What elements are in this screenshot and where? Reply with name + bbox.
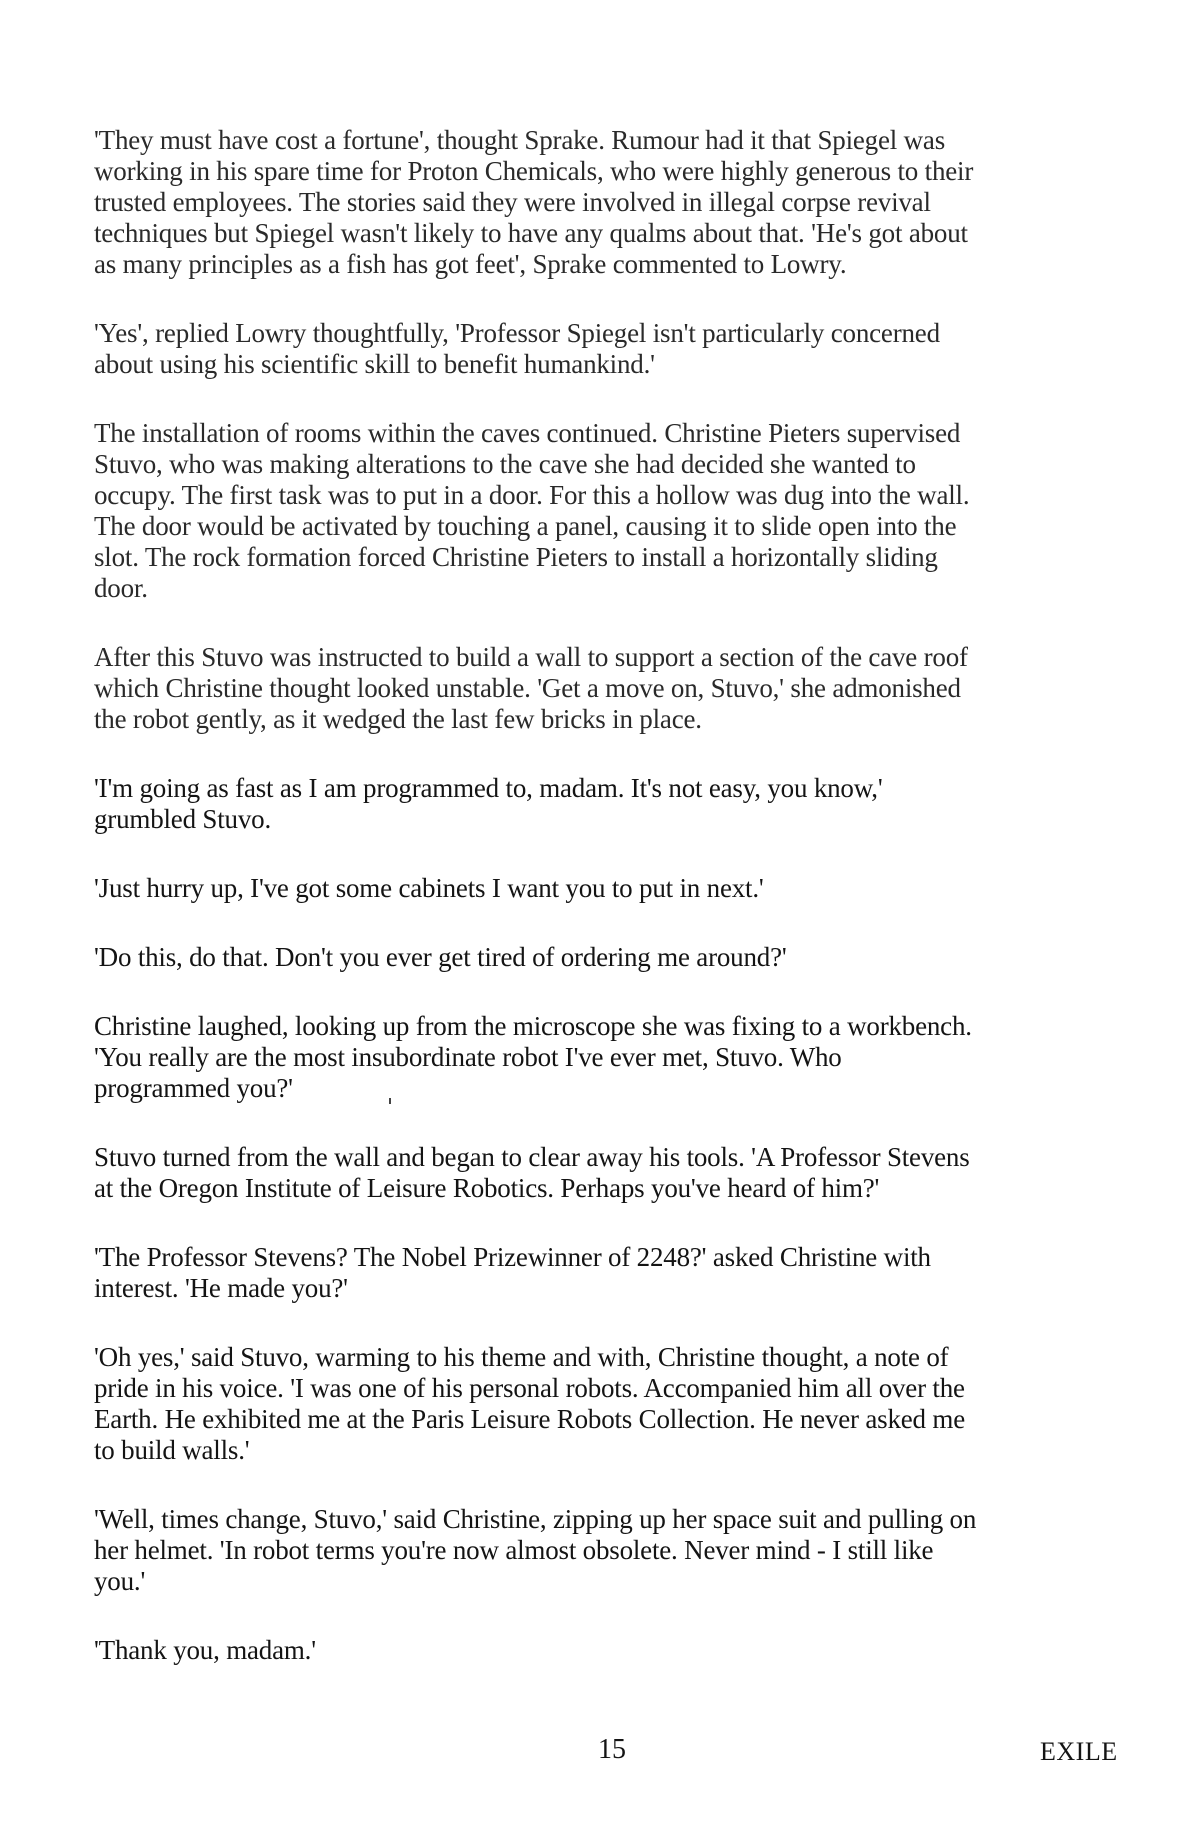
text-line: Christine laughed, looking up from the microscope she was fixing to a workbench. <box>94 1011 972 1041</box>
text-line: After this Stuvo was instructed to build a wall to support a section of the cave roof <box>94 642 968 672</box>
text-line: 'The Professor Stevens? The Nobel Prizewinner of 2248?' asked Christine with <box>94 1242 931 1272</box>
text-line: her helmet. 'In robot terms you're now almost obsolete. Never mind - I still like <box>94 1535 934 1565</box>
text-line: The door would be activated by touching a panel, causing it to slide open into the <box>94 511 957 541</box>
text-line: occupy. The first task was to put in a door. For this a hollow was dug into the wall. <box>94 480 970 510</box>
text-line: 'Just hurry up, I've got some cabinets I want you to put in next.' <box>94 873 764 903</box>
text-line: which Christine thought looked unstable. 'Get a move on, Stuvo,' she admonished <box>94 673 961 703</box>
text-line: at the Oregon Institute of Leisure Robotics. Perhaps you've heard of him?' <box>94 1173 880 1203</box>
body-text <box>94 125 1124 1704</box>
text-line: door. <box>94 573 148 603</box>
paragraph <box>94 1342 1124 1466</box>
text-line: pride in his voice. 'I was one of his personal robots. Accompanied him all over the <box>94 1373 965 1403</box>
paragraph <box>94 1011 1124 1104</box>
text-line: 'They must have cost a fortune', thought Sprake. Rumour had it that Spiegel was <box>94 125 946 155</box>
text-line: about using his scientific skill to benefit humankind.' <box>94 349 655 379</box>
text-line: techniques but Spiegel wasn't likely to have any qualms about that. 'He's got about <box>94 218 968 248</box>
text-line: 'Thank you, madam.' <box>94 1635 316 1665</box>
text-line: The installation of rooms within the caves continued. Christine Pieters supervised <box>94 418 961 448</box>
paragraph <box>94 1142 1124 1204</box>
text-line: interest. 'He made you?' <box>94 1273 348 1303</box>
paragraph <box>94 873 1124 904</box>
text-line: 'Well, times change, Stuvo,' said Christine, zipping up her space suit and pulling on <box>94 1504 977 1534</box>
text-line: you.' <box>94 1566 146 1596</box>
text-line: 'I'm going as fast as I am programmed to, madam. It's not easy, you know,' <box>94 773 883 803</box>
paragraph <box>94 318 1124 380</box>
paragraph <box>94 773 1124 835</box>
text-line: Earth. He exhibited me at the Paris Leisure Robots Collection. He never asked me <box>94 1404 965 1434</box>
paragraph <box>94 642 1124 735</box>
paragraph <box>94 418 1124 604</box>
paragraph <box>94 125 1124 280</box>
text-line: Stuvo, who was making alterations to the cave she had decided she wanted to <box>94 449 916 479</box>
text-line: as many principles as a fish has got feet', Sprake commented to Lowry. <box>94 249 847 279</box>
text-line: working in his spare time for Proton Chemicals, who were highly generous to their <box>94 156 974 186</box>
text-line: grumbled Stuvo. <box>94 804 271 834</box>
print-speck <box>389 1098 391 1104</box>
text-line: slot. The rock formation forced Christine Pieters to install a horizontally sliding <box>94 542 938 572</box>
text-line: trusted employees. The stories said they were involved in illegal corpse revival <box>94 187 931 217</box>
text-line: programmed you?' <box>94 1073 293 1103</box>
text-line: 'Yes', replied Lowry thoughtfully, 'Professor Spiegel isn't particularly concerned <box>94 318 940 348</box>
text-line: to build walls.' <box>94 1435 250 1465</box>
text-line: Stuvo turned from the wall and began to clear away his tools. 'A Professor Stevens <box>94 1142 970 1172</box>
text-line: 'Oh yes,' said Stuvo, warming to his theme and with, Christine thought, a note of <box>94 1342 949 1372</box>
text-line: the robot gently, as it wedged the last few bricks in place. <box>94 704 702 734</box>
text-line: 'Do this, do that. Don't you ever get tired of ordering me around?' <box>94 942 787 972</box>
paragraph <box>94 942 1124 973</box>
page-number: 15 <box>598 1734 626 1765</box>
running-footer-title: EXILE <box>1040 1737 1118 1766</box>
paragraph <box>94 1635 1124 1666</box>
text-line: 'You really are the most insubordinate robot I've ever met, Stuvo. Who <box>94 1042 842 1072</box>
paragraph <box>94 1504 1124 1597</box>
paragraph <box>94 1242 1124 1304</box>
